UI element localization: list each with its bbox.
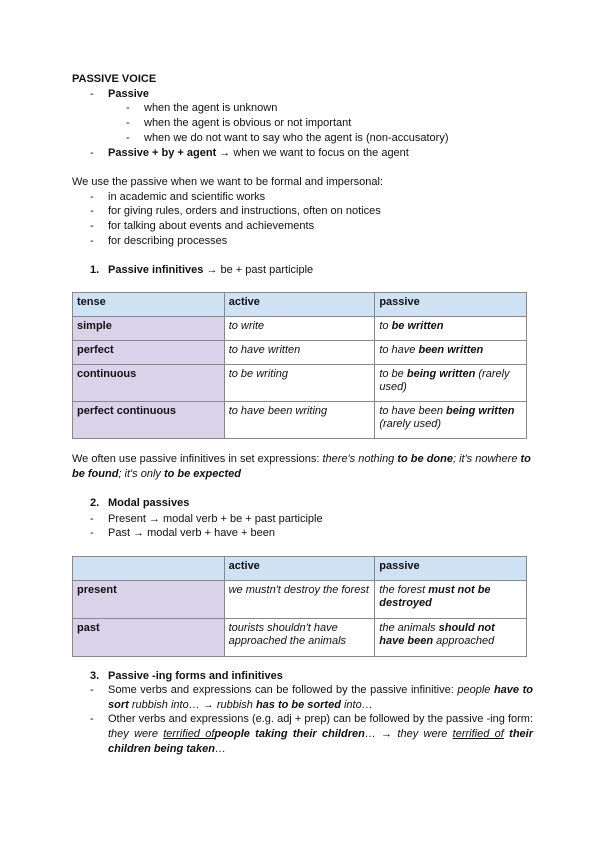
table-row bbox=[73, 341, 527, 365]
section-2-title: Modal passives bbox=[108, 497, 190, 509]
bullet-dash: - bbox=[90, 513, 94, 525]
passive-cell: to have been written bbox=[375, 341, 527, 365]
row-label: present bbox=[73, 581, 225, 619]
bullet-dash: - bbox=[90, 235, 94, 247]
table-header: tense bbox=[73, 293, 225, 317]
intro-use-item: for giving rules, orders and instructions, often on notices bbox=[108, 205, 381, 217]
bullet-dash: - bbox=[90, 684, 94, 696]
section-3-heading: 3. bbox=[90, 670, 100, 682]
table-row bbox=[73, 581, 527, 619]
modal-rule: Past → modal verb + have + been bbox=[108, 527, 275, 539]
passive-use-item: when the agent is unknown bbox=[144, 102, 278, 114]
table-header bbox=[73, 557, 225, 581]
passive-use-item: when we do not want to say who the agent is (non-accusatory) bbox=[144, 132, 449, 144]
bullet-dash: - bbox=[90, 88, 94, 100]
section-3-item: Other verbs and expressions (e.g. adj + prep) can be followed by the passive -ing form: they were terrified ofpeople taking their children… → they were terrified of their children being taken… bbox=[108, 713, 533, 755]
active-cell: we mustn't destroy the forest bbox=[224, 581, 375, 619]
bullet-dash: - bbox=[90, 713, 94, 725]
table-passive-infinitives bbox=[72, 292, 527, 439]
intro-use-item: for talking about events and achievements bbox=[108, 220, 315, 232]
table-row bbox=[73, 317, 527, 341]
bullet-dash: - bbox=[90, 220, 94, 232]
table-modal-passives bbox=[72, 556, 527, 657]
passive-cell: the forest must not be destroyed bbox=[375, 581, 527, 619]
passive-cell: to be written bbox=[375, 317, 527, 341]
bullet-dash: - bbox=[90, 205, 94, 217]
section-2-heading: 2. bbox=[90, 497, 100, 509]
active-cell: to have been writing bbox=[224, 402, 375, 439]
modal-rule: Present → modal verb + be + past participle bbox=[108, 513, 323, 525]
passive-use-item: when the agent is obvious or not important bbox=[144, 117, 352, 129]
intro-use-item: in academic and scientific works bbox=[108, 191, 266, 203]
passive-heading: Passive bbox=[108, 88, 149, 100]
bullet-dash: - bbox=[90, 191, 94, 203]
passive-cell: the animals should not have been approached bbox=[375, 619, 527, 657]
active-cell: to write bbox=[224, 317, 375, 341]
passive-cell: to have been being written (rarely used) bbox=[375, 402, 527, 439]
bullet-dash: - bbox=[90, 527, 94, 539]
row-label: continuous bbox=[73, 365, 225, 402]
table-header: passive bbox=[375, 293, 527, 317]
passive-by-agent: Passive + by + agent → when we want to focus on the agent bbox=[108, 147, 409, 159]
table-row bbox=[73, 365, 527, 402]
row-label: perfect bbox=[73, 341, 225, 365]
active-cell: to have written bbox=[224, 341, 375, 365]
intro-use-item: for describing processes bbox=[108, 235, 228, 247]
row-label: past bbox=[73, 619, 225, 657]
table-row bbox=[73, 402, 527, 439]
bullet-dash: - bbox=[90, 147, 94, 159]
expressions-paragraph: We often use passive infinitives in set expressions: there's nothing to be done; it's nowhere to be found; it's only to be expected bbox=[72, 453, 531, 480]
bullet-dash: - bbox=[126, 117, 130, 129]
table-row bbox=[73, 619, 527, 657]
intro-text: We use the passive when we want to be formal and impersonal: bbox=[72, 176, 384, 188]
table-header: passive bbox=[375, 557, 527, 581]
active-cell: tourists shouldn't have approached the animals bbox=[224, 619, 375, 657]
section-1-heading: 1. bbox=[90, 264, 100, 276]
passive-cell: to be being written (rarely used) bbox=[375, 365, 527, 402]
active-cell: to be writing bbox=[224, 365, 375, 402]
bullet-dash: - bbox=[126, 102, 130, 114]
section-1-title: Passive infinitives → be + past participle bbox=[108, 264, 314, 276]
section-3-item: Some verbs and expressions can be followed by the passive infinitive: people have to sort rubbish into… → rubbish has to be sorted into… bbox=[108, 684, 533, 711]
table-header: active bbox=[224, 293, 375, 317]
table-header: active bbox=[224, 557, 375, 581]
row-label: perfect continuous bbox=[73, 402, 225, 439]
section-3-title: Passive -ing forms and infinitives bbox=[108, 670, 283, 682]
page-title: PASSIVE VOICE bbox=[72, 73, 157, 85]
bullet-dash: - bbox=[126, 132, 130, 144]
row-label: simple bbox=[73, 317, 225, 341]
